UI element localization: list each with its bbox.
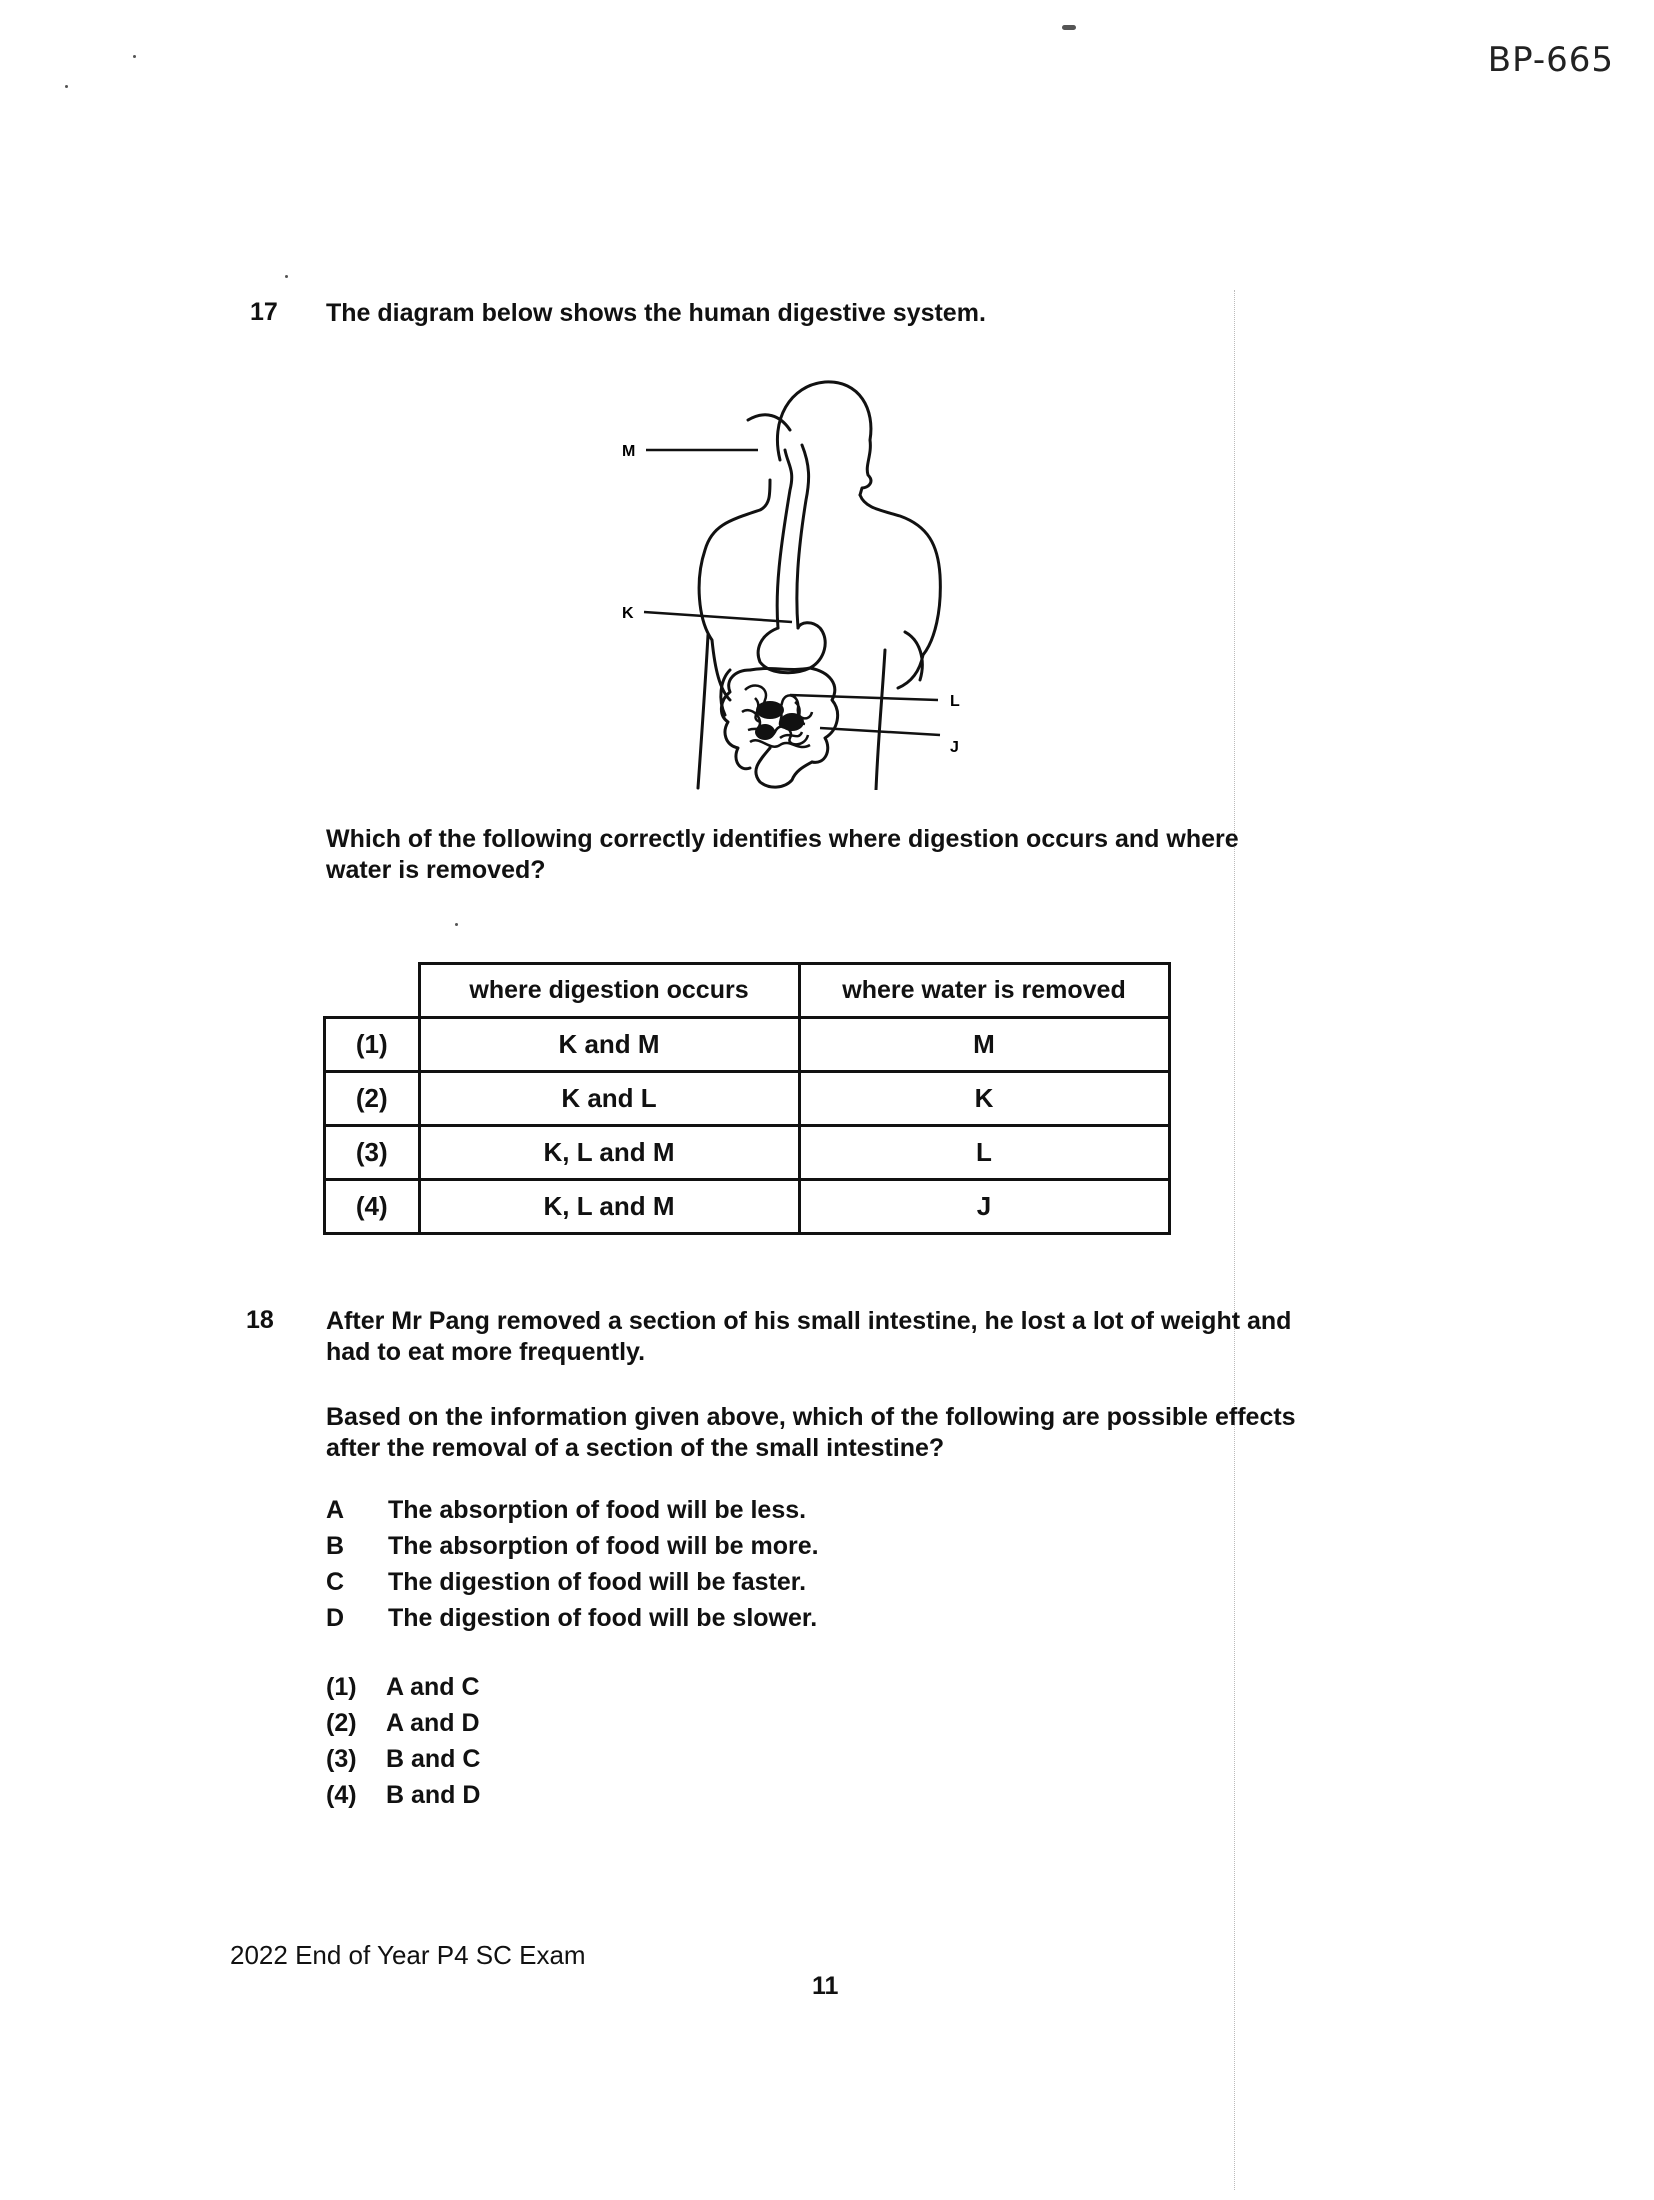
diagram-label-l: L xyxy=(950,693,960,710)
option-number: (1) xyxy=(326,1673,357,1701)
table-header-water: where water is removed xyxy=(799,964,1169,1018)
question-17-prompt-line-1: Which of the following correctly identifies where digestion occurs and where xyxy=(326,825,1239,853)
statement-letter: A xyxy=(326,1496,345,1524)
table-cell-option: (2) xyxy=(325,1072,420,1126)
digestive-system-diagram xyxy=(620,370,1000,790)
table-cell-option: (1) xyxy=(325,1018,420,1072)
oesophagus-right xyxy=(797,445,809,628)
question-18-stem-line-1: After Mr Pang removed a section of his small intestine, he lost a lot of weight and xyxy=(326,1307,1292,1335)
table-header-row xyxy=(325,964,1170,1018)
question-18-stem-line-2: had to eat more frequently. xyxy=(326,1338,646,1366)
table-cell-option: (3) xyxy=(325,1126,420,1180)
statement-letter: B xyxy=(326,1532,345,1560)
scan-speck xyxy=(133,55,136,58)
statement-text: The absorption of food will be more. xyxy=(388,1532,819,1560)
table-row xyxy=(325,1018,1170,1072)
page-number: 11 xyxy=(812,1972,839,2000)
diagram-label-j: J xyxy=(950,739,959,756)
scan-speck xyxy=(1062,25,1076,30)
right-arm-inner xyxy=(905,632,922,680)
statement-text: The digestion of food will be faster. xyxy=(388,1568,807,1596)
label-line-k xyxy=(644,612,792,622)
scan-speck xyxy=(65,85,68,88)
table-row xyxy=(325,1072,1170,1126)
statement-d xyxy=(326,1604,817,1633)
answer-option-1 xyxy=(326,1673,480,1702)
option-number: (4) xyxy=(326,1781,357,1809)
question-17-number: 17 xyxy=(250,298,278,326)
question-18-prompt-line-1: Based on the information given above, which of the following are possible effects xyxy=(326,1403,1296,1431)
table-cell-water: M xyxy=(799,1018,1169,1072)
question-17-answer-table xyxy=(323,962,1171,1235)
left-shoulder xyxy=(699,480,770,700)
left-body-side xyxy=(698,635,708,788)
option-text: A and C xyxy=(386,1673,480,1701)
table-header-digestion: where digestion occurs xyxy=(419,964,799,1018)
question-18-number: 18 xyxy=(246,1306,274,1334)
statement-text: The absorption of food will be less. xyxy=(388,1496,807,1524)
option-number: (2) xyxy=(326,1709,357,1737)
rectum xyxy=(756,748,812,787)
answer-option-2 xyxy=(326,1709,480,1738)
statement-letter: C xyxy=(326,1568,345,1596)
statement-c xyxy=(326,1568,806,1597)
option-text: B and D xyxy=(386,1781,481,1809)
statement-letter: D xyxy=(326,1604,345,1632)
table-corner-cell xyxy=(325,964,420,1018)
table-cell-digestion: K and L xyxy=(419,1072,799,1126)
scan-margin-line xyxy=(1234,290,1235,2190)
option-number: (3) xyxy=(326,1745,357,1773)
table-cell-digestion: K, L and M xyxy=(419,1180,799,1234)
nose-mouth xyxy=(748,415,790,430)
table-cell-digestion: K, L and M xyxy=(419,1126,799,1180)
page-code: BP-665 xyxy=(1487,40,1614,80)
oesophagus-left xyxy=(777,450,792,628)
question-17-stem: The diagram below shows the human digestive system. xyxy=(326,299,986,327)
scan-speck xyxy=(285,275,288,278)
table-cell-water: K xyxy=(799,1072,1169,1126)
answer-option-4 xyxy=(326,1781,480,1810)
stomach xyxy=(758,623,825,673)
statement-a xyxy=(326,1496,806,1525)
right-shoulder xyxy=(860,495,940,688)
option-text: B and C xyxy=(386,1745,481,1773)
label-line-l xyxy=(790,695,938,700)
option-text: A and D xyxy=(386,1709,480,1737)
table-cell-digestion: K and M xyxy=(419,1018,799,1072)
large-intestine-left xyxy=(721,670,750,769)
statement-b xyxy=(326,1532,819,1561)
table-cell-water: J xyxy=(799,1180,1169,1234)
answer-option-3 xyxy=(326,1745,480,1774)
exam-footer: 2022 End of Year P4 SC Exam xyxy=(230,1940,586,1970)
question-17-prompt-line-2: water is removed? xyxy=(326,856,546,884)
table-row xyxy=(325,1126,1170,1180)
statement-text: The digestion of food will be slower. xyxy=(388,1604,818,1632)
scan-speck xyxy=(455,923,458,926)
diagram-label-m: M xyxy=(622,443,636,460)
table-row xyxy=(325,1180,1170,1234)
question-18-prompt-line-2: after the removal of a section of the small intestine? xyxy=(326,1434,945,1462)
diagram-label-k: K xyxy=(622,605,634,622)
table-cell-option: (4) xyxy=(325,1180,420,1234)
right-body-side xyxy=(876,650,885,790)
table-cell-water: L xyxy=(799,1126,1169,1180)
